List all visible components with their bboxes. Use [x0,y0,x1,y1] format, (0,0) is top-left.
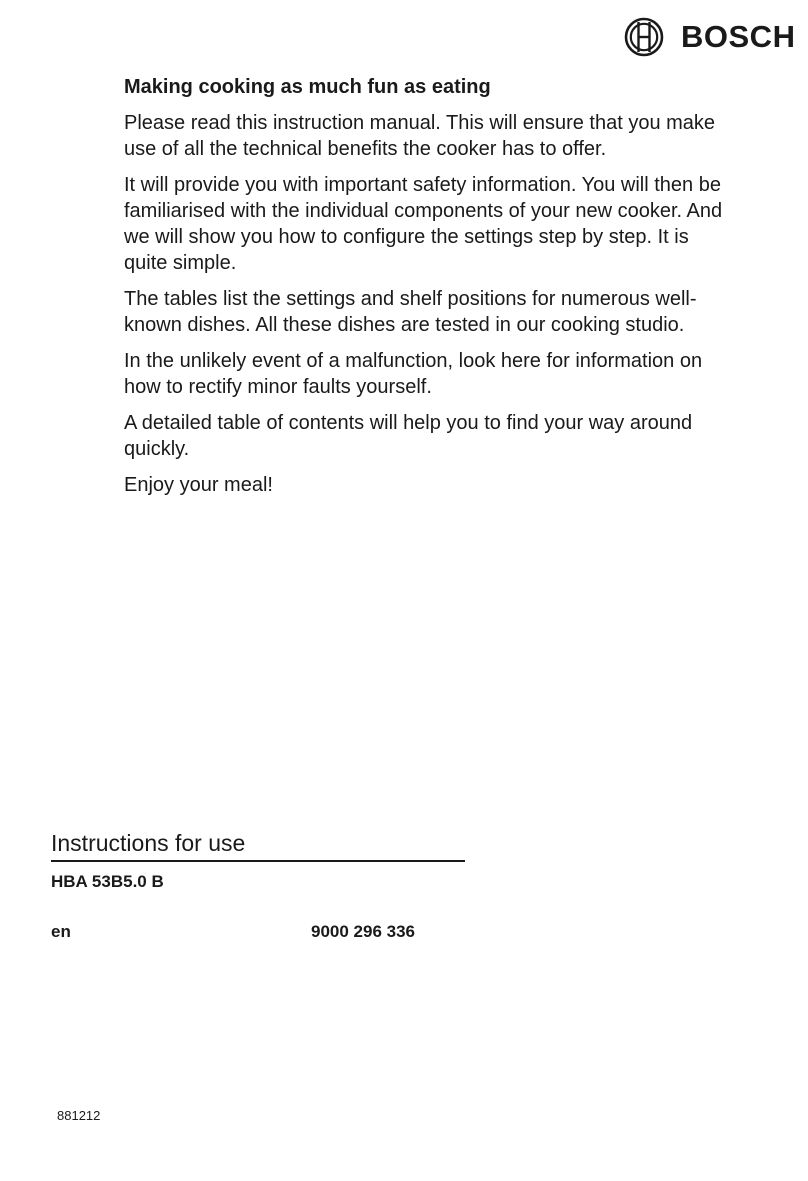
part-number: 9000 296 336 [311,922,415,941]
language-code: en [51,922,71,941]
intro-paragraph: In the unlikely event of a malfunction, look here for information on how to rectify minor faults yourself. [124,350,703,398]
intro-paragraph: It will provide you with important safety information. You will then be familiarised with the individual components of your new cooker. And we will show you how to configure the settings step by step. It is quite simple. [124,174,723,274]
bosch-armature-icon [624,17,664,57]
brand-logo [624,17,795,57]
intro-paragraph: Please read this instruction manual. This will ensure that you make use of all the technical benefits the cooker has to offer. [124,112,716,160]
model-number: HBA 53B5.0 B [51,872,164,891]
intro-paragraph: A detailed table of contents will help you to find your way around quickly. [124,412,693,460]
document-title: Instructions for use [51,828,465,862]
brand-name: BOSCH [681,19,796,54]
intro-section [124,74,724,508]
intro-title: Making cooking as much fun as eating [124,76,491,98]
print-code: 881212 [57,1108,101,1123]
intro-paragraph: The tables list the settings and shelf positions for numerous well-known dishes. All these dishes are tested in our cooking studio. [124,288,697,336]
intro-paragraph: Enjoy your meal! [124,474,273,496]
